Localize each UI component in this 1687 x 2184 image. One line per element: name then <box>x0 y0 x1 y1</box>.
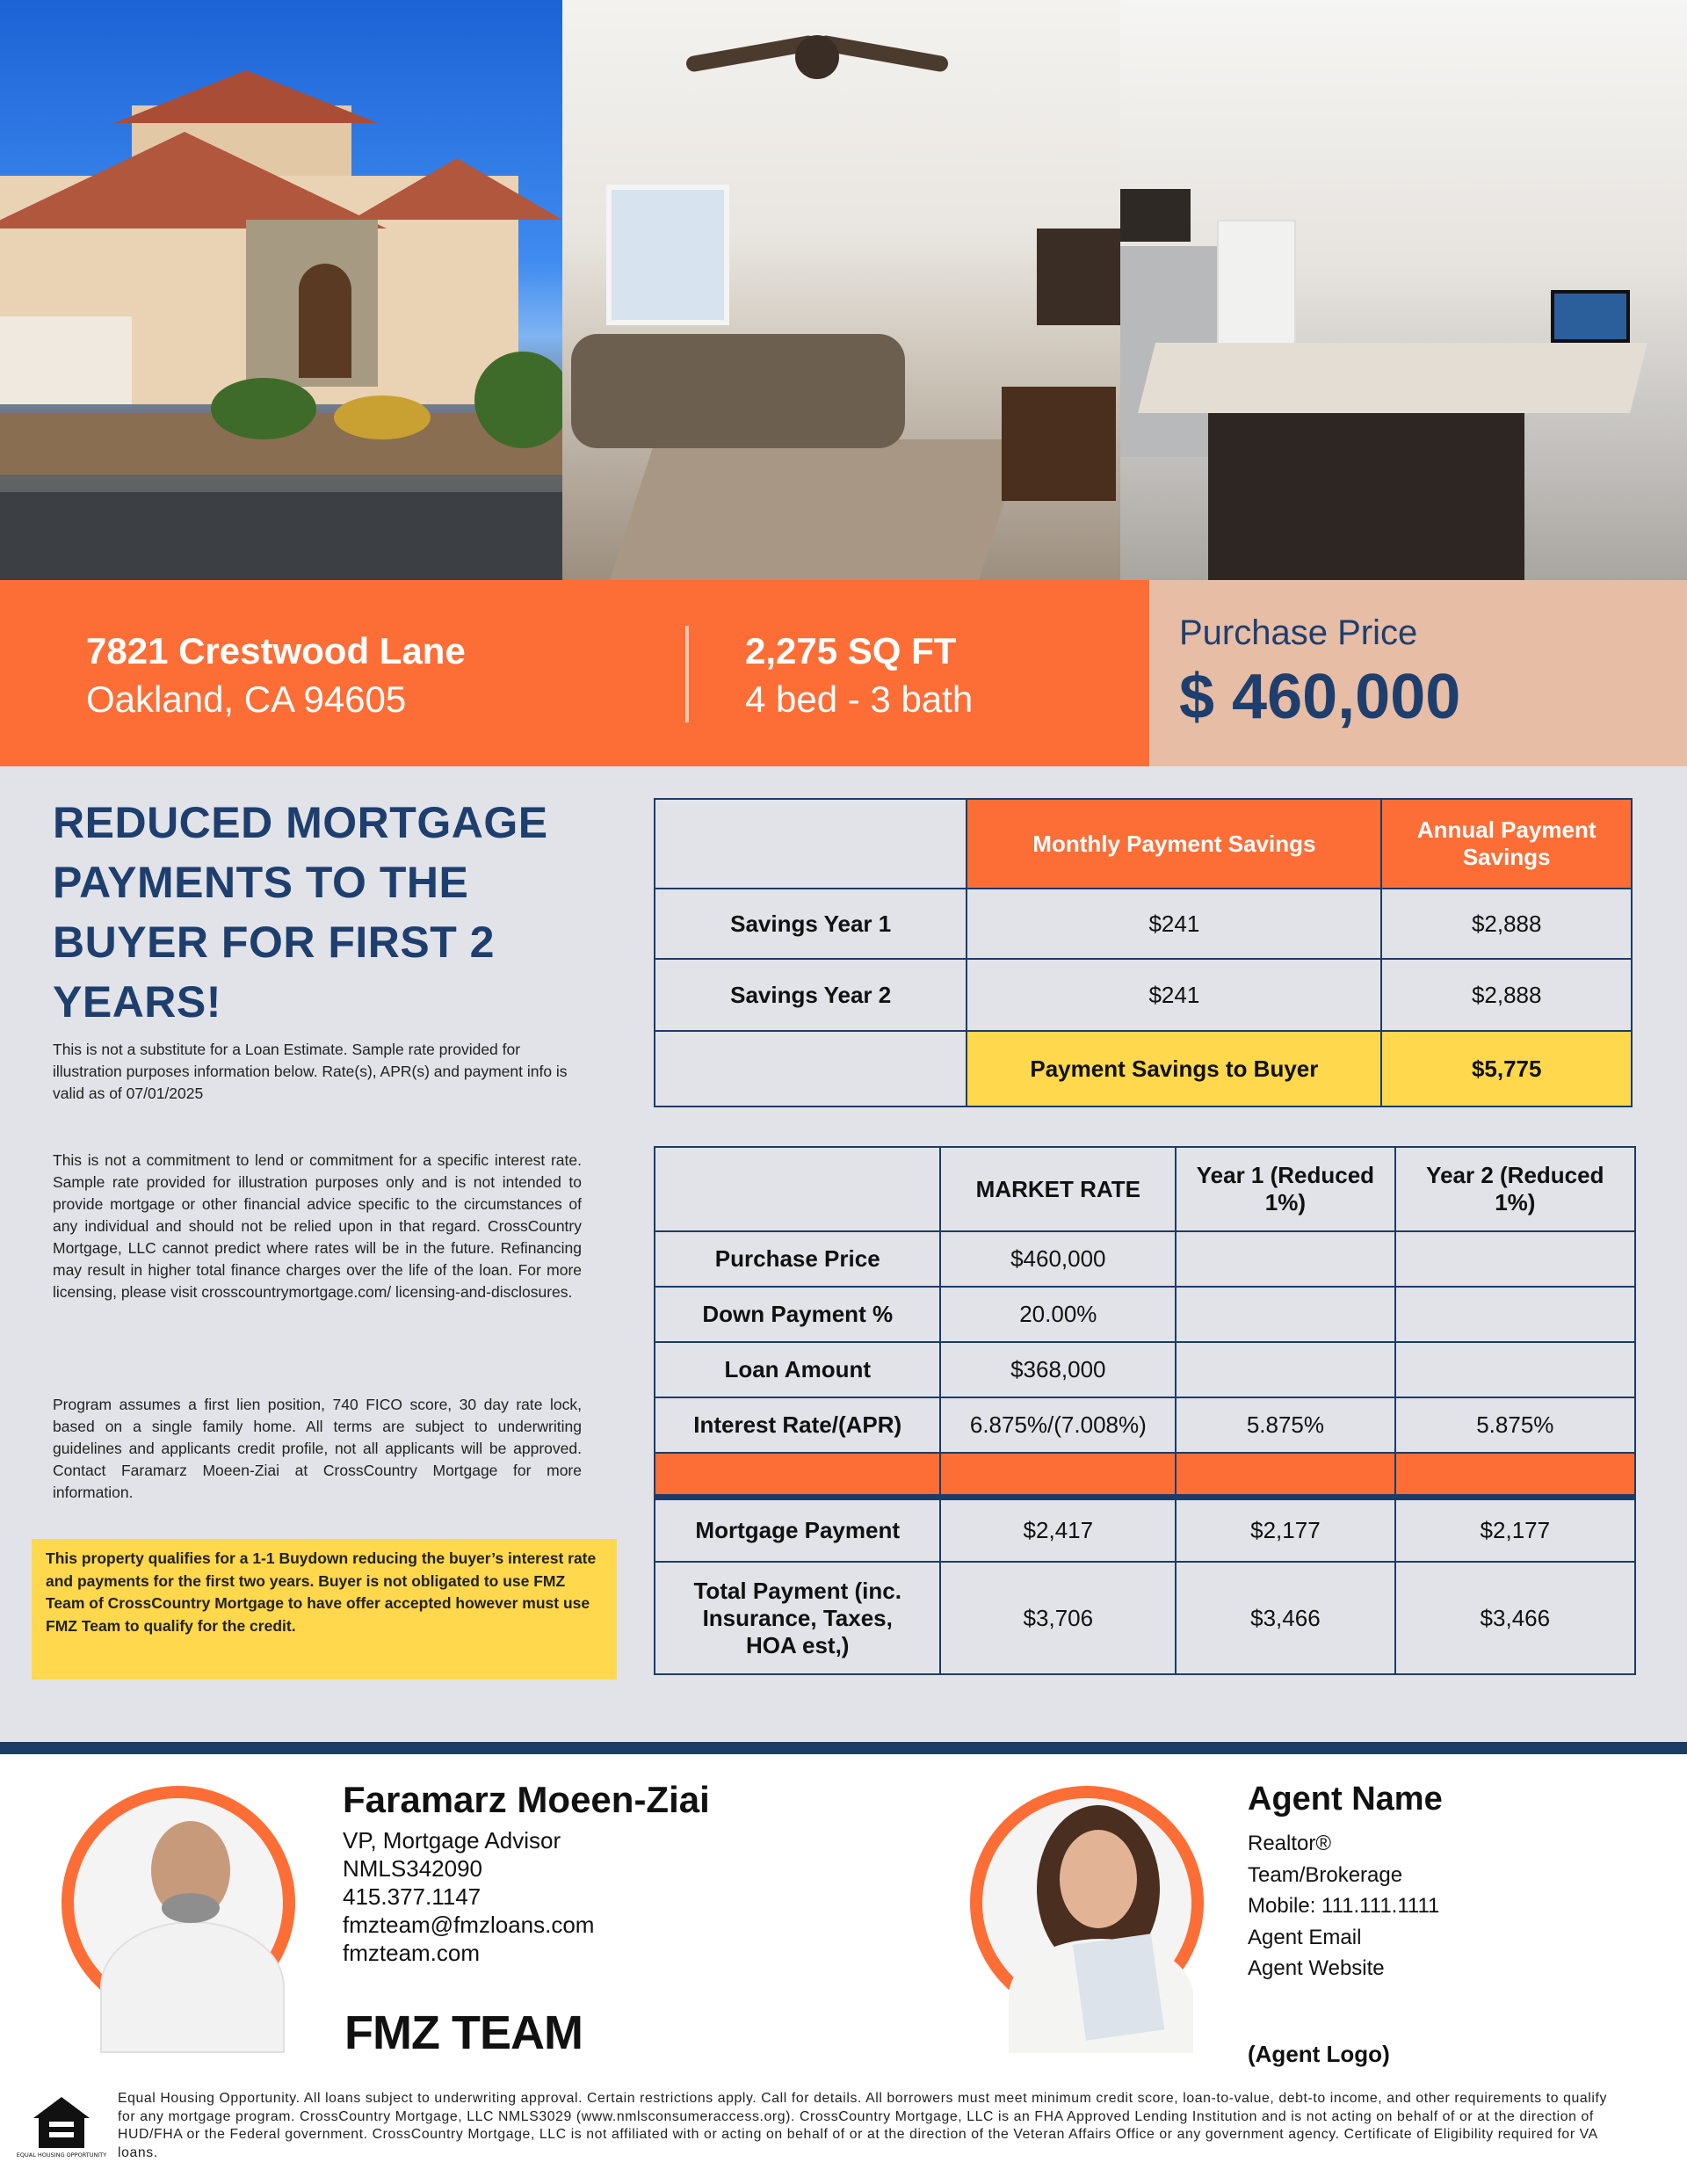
annual-savings: $2,888 <box>1381 889 1632 959</box>
blank-cell <box>940 1453 1176 1497</box>
commitment-disclaimer: This is not a commitment to lend or commitment for a specific interest rate. Sample rate provided for illustration purposes only and is not intended to provide mortgage or other financial advice specific to the circumstances of any individual and should not be relied upon in that regard. CrossCountry Mortgage, LLC cannot predict where rates will be in the future. Refinancing may result in higher total finance charges over the life of the loan. For more licensing, please visit crosscountrymortgage.com/ licensing-and-disclosures. <box>53 1151 582 1301</box>
table-header-row <box>655 1147 1635 1231</box>
year1-value <box>1176 1231 1394 1287</box>
row-label: Purchase Price <box>655 1231 940 1287</box>
buydown-note: This property qualifies for a 1-1 Buydown reducing the buyer’s interest rate and payments for the first two years. Buyer is not obligated to use FMZ Team of CrossCountry Mortgage to have offer accepted however must use FMZ Team to qualify for the credit. <box>32 1539 617 1680</box>
market-value: $368,000 <box>940 1342 1176 1397</box>
year2-value <box>1395 1342 1635 1397</box>
blank-cell <box>1176 1453 1394 1497</box>
headline: REDUCED MORTGAGE PAYMENTS TO THE BUYER FOR FIRST 2 YEARS! <box>53 798 548 1027</box>
market-value: $460,000 <box>940 1231 1176 1287</box>
blank-cell <box>655 1031 967 1107</box>
equal-housing-icon <box>16 2095 107 2167</box>
eho-label: EQUAL HOUSING OPPORTUNITY <box>16 2151 107 2159</box>
annual-savings: $2,888 <box>1381 959 1632 1031</box>
agent-name: Agent Name <box>1248 1781 1443 1818</box>
table-row <box>655 889 1632 959</box>
market-value: $2,417 <box>940 1497 1176 1562</box>
table-row <box>655 1397 1635 1453</box>
beds-baths: 4 bed - 3 bath <box>745 678 974 720</box>
mortgage-details-section <box>0 766 1687 1742</box>
property-info-bar <box>0 580 1687 766</box>
loan-estimate-disclaimer: This is not a substitute for a Loan Estimate. Sample rate provided for illustration purposes information below. Rate(s), APR(s) and payment info is valid as of 07/01/2025 <box>53 1041 568 1102</box>
loan-officer-title: VP, Mortgage Advisor <box>343 1827 561 1854</box>
rate-comparison-table <box>654 1146 1636 1675</box>
agent-mobile[interactable]: Mobile: 111.111.1111 <box>1248 1894 1440 1918</box>
price-panel <box>1149 580 1687 766</box>
address-block <box>86 628 466 724</box>
agent-email[interactable]: Agent Email <box>1248 1925 1362 1949</box>
separator-row <box>655 1453 1635 1497</box>
size-block <box>745 628 973 724</box>
market-value: 6.875%/(7.008%) <box>940 1397 1176 1453</box>
total-value: $5,775 <box>1381 1031 1632 1107</box>
photo-strip <box>0 0 1687 580</box>
table-header-row <box>655 799 1632 889</box>
team-logo: FMZ TEAM <box>344 2006 583 2059</box>
row-label: Savings Year 2 <box>655 959 967 1031</box>
row-label: Savings Year 1 <box>655 889 967 959</box>
year1-value: $2,177 <box>1176 1497 1394 1562</box>
purchase-price: $ 460,000 <box>1179 662 1461 732</box>
living-room-photo <box>562 0 1120 580</box>
loan-officer-website[interactable]: fmzteam.com <box>343 1940 481 1966</box>
street-address: 7821 Crestwood Lane <box>86 630 466 671</box>
year2-value: $3,466 <box>1395 1562 1635 1674</box>
agent-contact <box>1248 1828 1439 1984</box>
table-row <box>655 1497 1635 1562</box>
blank-cell <box>1395 1453 1635 1497</box>
total-row <box>655 1031 1632 1107</box>
loan-officer-photo <box>62 1786 295 2020</box>
table-row <box>655 1342 1635 1397</box>
year1-value: 5.875% <box>1176 1397 1394 1453</box>
year2-value: 5.875% <box>1395 1397 1635 1453</box>
divider <box>685 626 689 722</box>
year2-value: $2,177 <box>1395 1497 1635 1562</box>
table-row <box>655 1287 1635 1342</box>
header-year-1: Year 1 (Reduced 1%) <box>1176 1147 1394 1231</box>
footer-disclaimer: Equal Housing Opportunity. All loans subject to underwriting approval. Certain restrictions apply. Call for details. All borrowers must meet minimum credit score, loan-to-value, debt-to income, and other requirements to qualify for any mortgage program. CrossCountry Mortgage, LLC NMLS3029 (www.nmlsconsumeraccess.org). CrossCountry Mortgage, LLC is an FHA Approved Lending Institution and is not acting on behalf of or at the direction of HUD/FHA or the Federal government. CrossCountry Mortgage, LLC is not affiliated with or acting on behalf of or at the direction of the Veteran Affairs Office or any government agency. Certificate of Eligibility required for VA loans. <box>118 2091 1607 2160</box>
row-label: Down Payment % <box>655 1287 940 1342</box>
loan-officer-email[interactable]: fmzteam@fmzloans.com <box>343 1912 595 1938</box>
header-blank <box>655 799 967 889</box>
blank-cell <box>655 1453 940 1497</box>
header-market-rate: MARKET RATE <box>940 1147 1176 1231</box>
loan-officer-nmls: NMLS342090 <box>343 1855 482 1882</box>
row-label: Interest Rate/(APR) <box>655 1397 940 1453</box>
price-label: Purchase Price <box>1179 613 1418 652</box>
table-row <box>655 1562 1635 1674</box>
agent-brokerage: Team/Brokerage <box>1248 1862 1403 1887</box>
total-label: Payment Savings to Buyer <box>967 1031 1381 1107</box>
year1-value <box>1176 1342 1394 1397</box>
agent-website[interactable]: Agent Website <box>1248 1956 1385 1980</box>
header-blank <box>655 1147 940 1231</box>
kitchen-photo <box>1120 0 1687 580</box>
loan-officer-phone[interactable]: 415.377.1147 <box>343 1883 481 1910</box>
square-footage: 2,275 SQ FT <box>745 630 957 671</box>
table-row <box>655 1231 1635 1287</box>
row-label: Mortgage Payment <box>655 1497 940 1562</box>
market-value: 20.00% <box>940 1287 1176 1342</box>
header-annual: Annual Payment Savings <box>1381 799 1632 889</box>
market-value: $3,706 <box>940 1562 1176 1674</box>
monthly-savings: $241 <box>967 959 1381 1031</box>
monthly-savings: $241 <box>967 889 1381 959</box>
savings-table <box>654 798 1633 1107</box>
address-panel <box>0 580 1149 766</box>
city-state-zip: Oakland, CA 94605 <box>86 678 407 720</box>
section-divider <box>0 1742 1687 1754</box>
exterior-photo <box>0 0 562 580</box>
agent-photo <box>970 1786 1204 2020</box>
year1-value: $3,466 <box>1176 1562 1394 1674</box>
year2-value <box>1395 1287 1635 1342</box>
year2-value <box>1395 1231 1635 1287</box>
program-assumptions: Program assumes a first lien position, 740 FICO score, 30 day rate lock, based on a single family home. All terms are subject to underwriting guidelines and applicants credit profile, not all applicants will be approved. Contact Faramarz Moeen-Ziai at CrossCountry Mortgage for more information. <box>53 1396 582 1501</box>
year1-value <box>1176 1287 1394 1342</box>
header-year-2: Year 2 (Reduced 1%) <box>1395 1147 1635 1231</box>
loan-officer-contact <box>343 1826 594 1967</box>
row-label: Loan Amount <box>655 1342 940 1397</box>
agent-title: Realtor® <box>1248 1832 1332 1855</box>
table-row <box>655 959 1632 1031</box>
row-label: Total Payment (inc. Insurance, Taxes, HOA est,) <box>655 1562 940 1674</box>
loan-officer-name: Faramarz Moeen-Ziai <box>343 1779 710 1820</box>
header-monthly: Monthly Payment Savings <box>967 799 1381 889</box>
agent-logo-placeholder: (Agent Logo) <box>1248 2041 1390 2067</box>
